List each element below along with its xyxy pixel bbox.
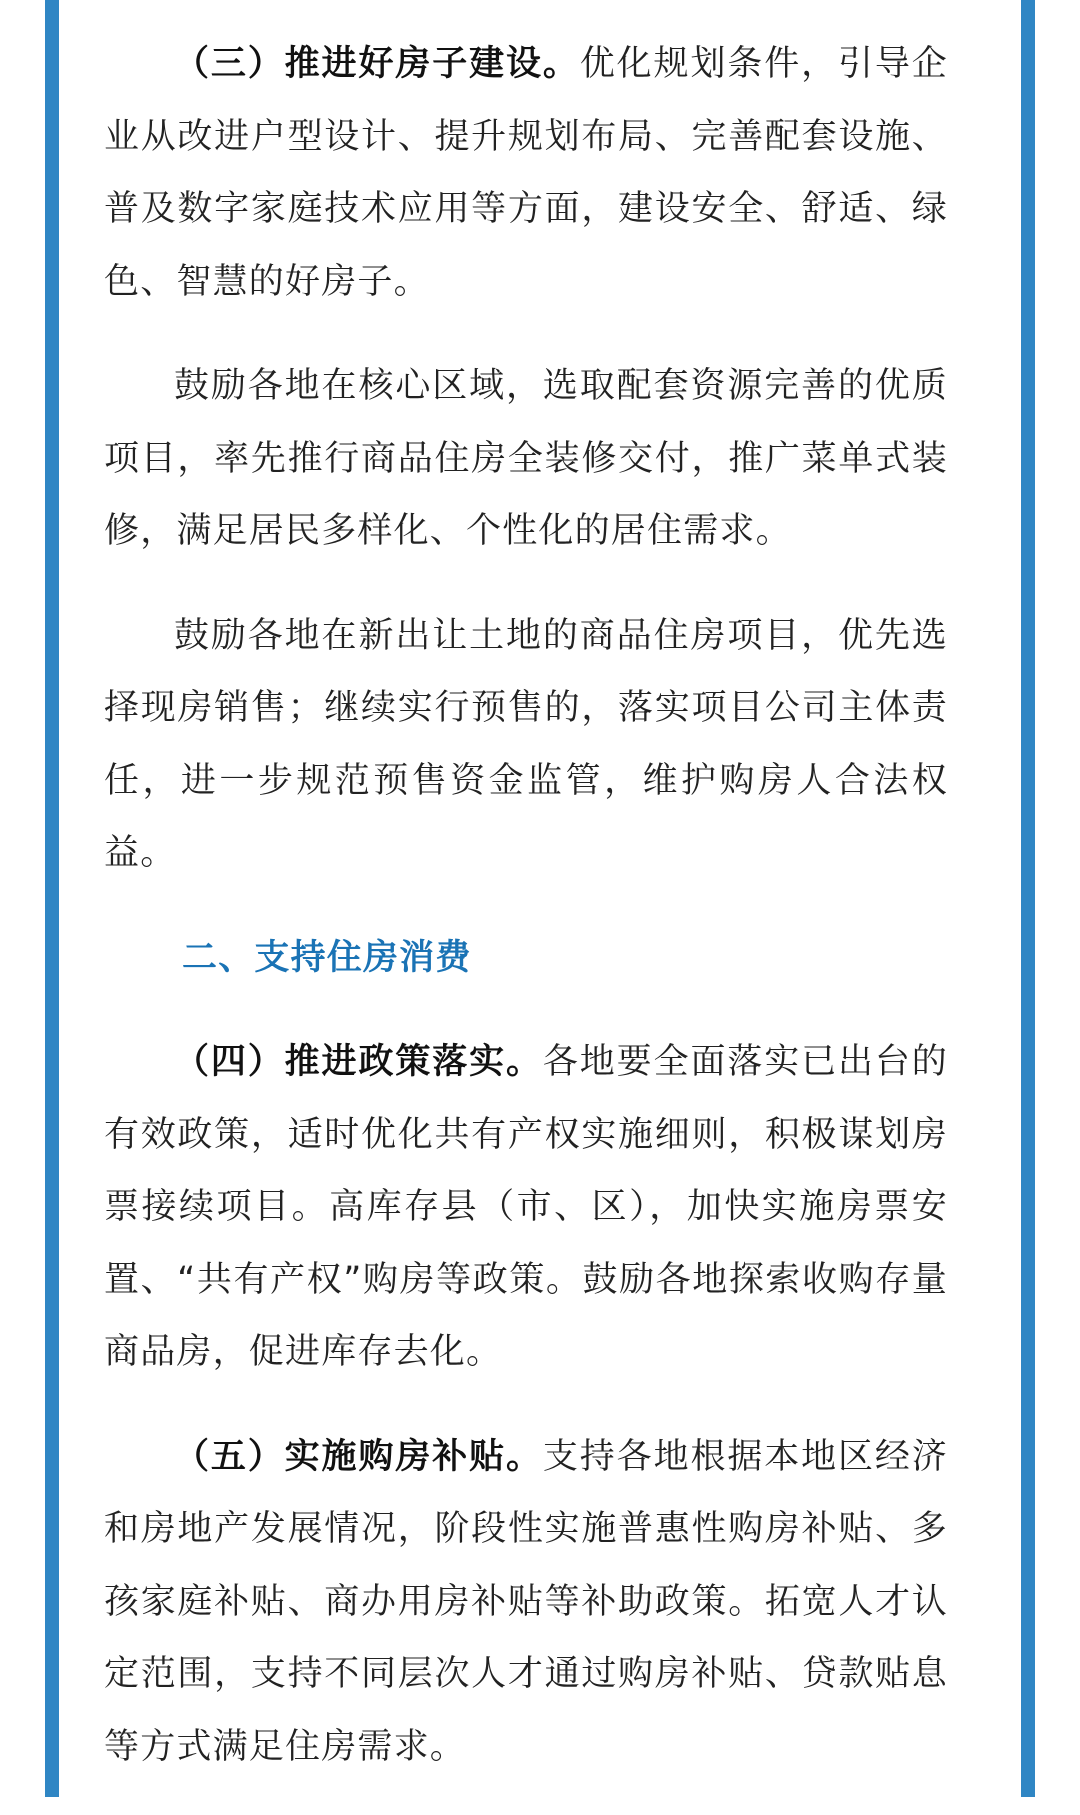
paragraph-heading: （四）推进政策落实。 (174, 1042, 543, 1082)
paragraph-housing-subsidy (104, 1421, 948, 1784)
paragraph-text: 支持各地根据本地区经济和房地产发展情况，阶段性实施普惠性购房补贴、多孩家庭补贴、商办用房补贴等补助政策。拓宽人才认定范围，支持不同层次人才通过购房补贴、贷款贴息等方式满足住房需求。 (104, 1436, 948, 1767)
paragraph-text: 优化规划条件，引导企业从改进户型设计、提升规划布局、完善配套设施、普及数字家庭技术应用等方面，建设安全、舒适、绿色、智慧的好房子。 (104, 44, 948, 302)
right-border-bar (1021, 0, 1035, 1797)
paragraph-heading: （五）实施购房补贴。 (174, 1436, 543, 1477)
paragraph-text: 鼓励各地在新出让土地的商品住房项目，优先选择现房销售；继续实行预售的，落实项目公司主体责任，进一步规范预售资金监管，维护购房人合法权益。 (104, 615, 948, 873)
left-border-bar (45, 0, 59, 1797)
paragraph-text: 鼓励各地在核心区域，选取配套资源完善的优质项目，率先推行商品住房全装修交付，推广菜单式装修，满足居民多样化、个性化的居住需求。 (104, 366, 948, 551)
paragraph-policy-implementation (104, 1026, 948, 1389)
article-body (104, 28, 948, 1815)
paragraph-text: 各地要全面落实已出台的有效政策，适时优化共有产权实施细则，积极谋划房票接续项目。高库存县（市、区），加快实施房票安置、“共有产权”购房等政策。鼓励各地探索收购存量商品房，促进库存去化。 (104, 1042, 948, 1372)
paragraph-good-housing (104, 28, 948, 318)
paragraph-presale (104, 600, 948, 890)
paragraph-heading: （三）推进好房子建设。 (174, 44, 580, 84)
paragraph-full-decoration (104, 350, 948, 568)
section-title: 二、支持住房消费 (182, 937, 472, 978)
